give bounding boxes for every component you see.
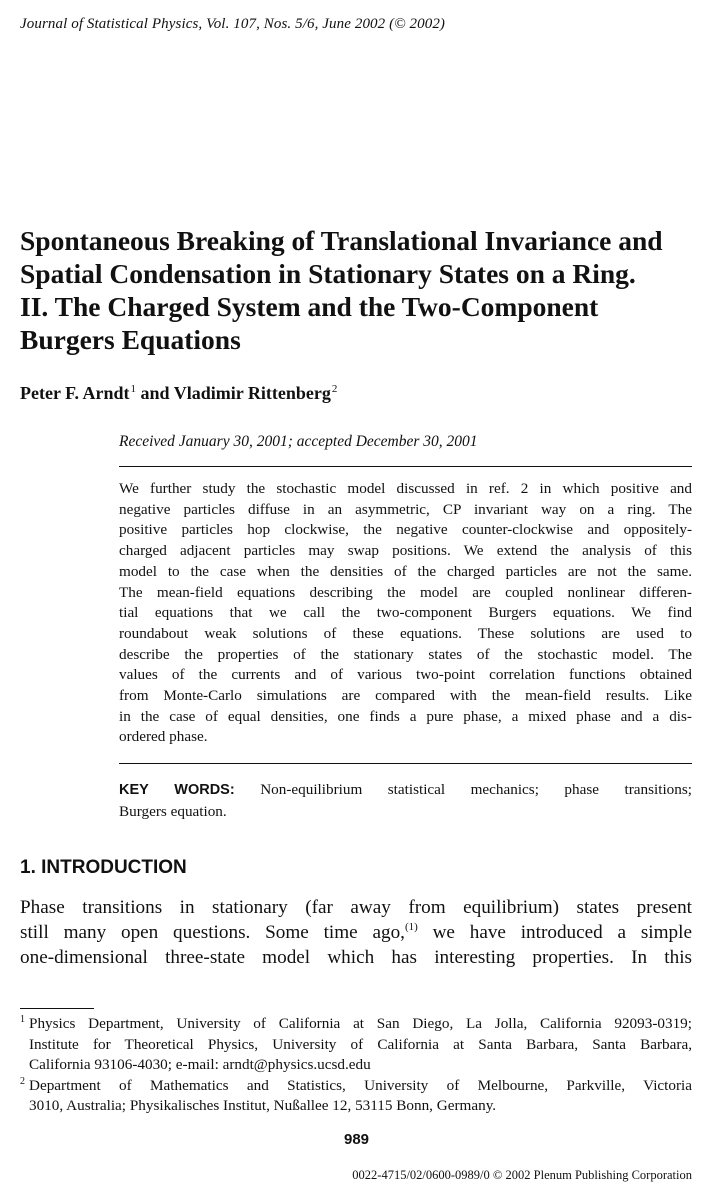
keywords-label: KEY WORDS: — [119, 782, 235, 798]
abstract-line: ordered phase. — [119, 728, 208, 746]
title-line: Spontaneous Breaking of Translational Invariance and — [20, 225, 663, 256]
abstract-line: describe the properties of the stationary states of the stochastic model. The — [119, 645, 692, 663]
title-line: Burgers Equations — [20, 324, 241, 355]
footnote-line: Physics Department, University of California at San Diego, La Jolla, California 92093-0319; — [29, 1015, 692, 1032]
body-text: we have introduced a simple — [417, 922, 693, 943]
footnote-mark: 1 — [20, 1014, 25, 1025]
abstract-line: negative particles diffuse in an asymmetric, CP invariant way on a ring. The — [119, 500, 692, 518]
footnote — [20, 1076, 692, 1117]
citation-ref: (1) — [404, 921, 418, 933]
footnote-rule — [20, 1008, 94, 1009]
abstract-top-rule — [119, 466, 692, 467]
keywords-line — [119, 779, 692, 801]
author-name: Vladimir Rittenberg — [173, 383, 331, 403]
body-line — [20, 920, 692, 945]
affiliation-mark: 1 — [130, 383, 136, 395]
abstract-line: positive particles hop clockwise, the negative counter-clockwise and oppositely- — [119, 521, 692, 539]
author-name: Peter F. Arndt — [20, 383, 130, 403]
footnotes — [20, 1014, 692, 1117]
author-list — [20, 383, 337, 404]
footnote — [20, 1014, 692, 1076]
title-line: Spatial Condensation in Stationary States on a Ring. — [20, 258, 636, 289]
abstract-line: roundabout weak solutions of these equations. These solutions are used to — [119, 624, 692, 642]
copyright-line: 0022-4715/02/0600-0989/0 © 2002 Plenum Publishing Corporation — [352, 1168, 692, 1182]
abstract-line: The mean-field equations describing the model are coupled nonlinear differen- — [119, 583, 692, 601]
intro-paragraph — [20, 895, 692, 970]
abstract-line: from Monte-Carlo simulations are compared with the mean-field results. Like — [119, 687, 692, 705]
journal-header: Journal of Statistical Physics, Vol. 107, Nos. 5/6, June 2002 (© 2002) — [20, 16, 446, 32]
abstract-line: tial equations that we call the two-component Burgers equations. We find — [119, 604, 692, 622]
title-line: II. The Charged System and the Two-Component — [20, 291, 599, 322]
body-line: one-dimensional three-state model which has interesting properties. In this — [20, 947, 692, 968]
section-heading: 1. INTRODUCTION — [20, 857, 187, 878]
footnote-line: Department of Mathematics and Statistics, University of Melbourne, Parkville, Victoria — [29, 1076, 692, 1094]
abstract-bottom-rule — [119, 763, 692, 764]
keywords-line: Burgers equation. — [119, 803, 227, 820]
abstract-line: model to the case when the densities of the charged particles are not the same. — [119, 562, 692, 580]
abstract-line: We further study the stochastic model discussed in ref. 2 in which positive and — [119, 480, 692, 497]
body-line: Phase transitions in stationary (far away from equilibrium) states present — [20, 897, 692, 918]
abstract-line: in the case of equal densities, one finds a pure phase, a mixed phase and a dis- — [119, 707, 692, 725]
paper-title — [20, 224, 700, 356]
abstract — [119, 479, 692, 748]
affiliation-mark: 2 — [331, 383, 338, 395]
abstract-line: values of the currents and of various two-point correlation functions obtained — [119, 666, 692, 684]
keywords — [119, 779, 692, 822]
footnote-mark: 2 — [20, 1075, 25, 1087]
footnote-line: 3010, Australia; Physikalisches Institut, Nußallee 12, 53115 Bonn, Germany. — [29, 1097, 497, 1114]
page-number: 989 — [343, 1131, 370, 1148]
footnote-line: Institute for Theoretical Physics, University of California at Santa Barbara, Santa Barbara, — [29, 1035, 692, 1053]
abstract-line: charged adjacent particles may swap positions. We extend the analysis of this — [119, 542, 692, 560]
footnote-line: California 93106-4030; e-mail: arndt@physics.ucsd.edu — [29, 1056, 371, 1073]
received-date: Received January 30, 2001; accepted December 30, 2001 — [119, 433, 478, 450]
keywords-text: Non-equilibrium statistical mechanics; phase transitions; — [260, 781, 692, 798]
author-conjunction: and — [136, 383, 174, 403]
body-text: still many open questions. Some time ago, — [20, 922, 405, 943]
